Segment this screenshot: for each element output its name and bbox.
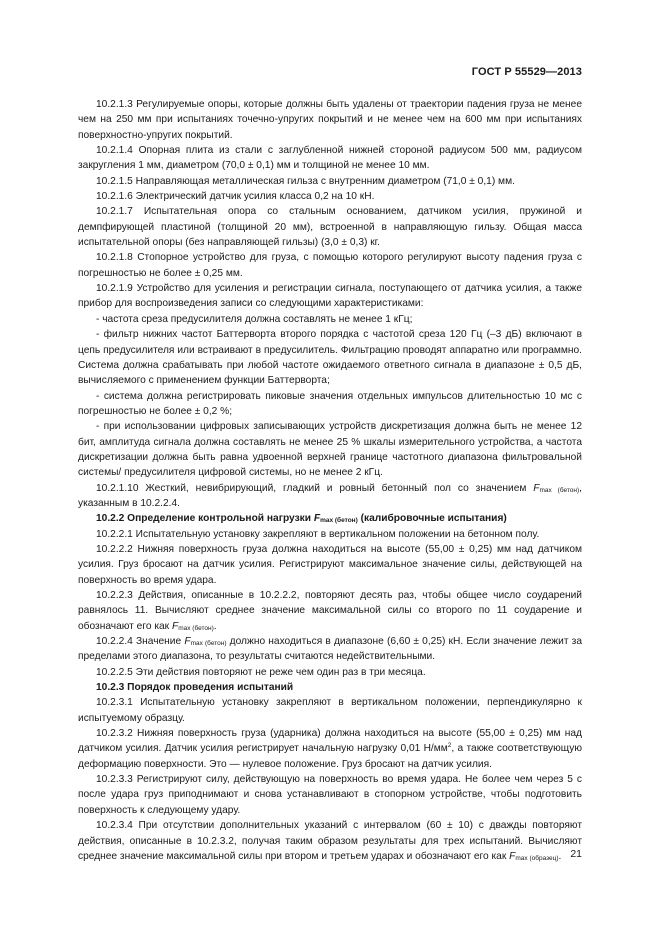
paragraph [78,634,582,665]
paragraph: 10.2.2.1 Испытательную установку закрепляют в вертикальном положении на бетонном полу. [96,528,540,540]
paragraph-text: 10.2.3.4 При отсутствии дополнительных указаний с интервалом (60 ± 10) с дважды повторяют действия, описанные в 10.2.3.2, получая таким образом результаты для трех испытаний. Вычисляют среднее значение максимальной силы при втором и третьем ударах и обозначают его как [78,820,582,862]
paragraph: 10.2.1.7 Испытательная опора со стальным основанием, датчиком усилия, пружиной и демпфирующей пластиной (толщиной 20 мм), встроенной в направляющую гильзу. Общая масса испытательной опоры (без направляющей гильзы) (3,0 ± 0,3) кг. [78,206,582,249]
paragraph [78,481,582,512]
heading-text: (калибровочные испытания) [357,513,507,525]
paragraph [78,818,582,864]
formula-symbol: F [184,636,191,648]
formula-subscript: max (образец) [515,854,559,862]
paragraph: 10.2.2.2 Нижняя поверхность груза должна находиться на высоте (55,00 ± 0,25) мм над датчиком усилия. Груз бросают на датчик усилия. Регистрируют максимальное значение силы, действующей на поверхность во время удара. [78,543,582,586]
paragraph-text: . [213,620,217,632]
document-header: ГОСТ Р 55529—2013 [471,66,582,78]
page-number: 21 [570,848,582,860]
paragraph [78,588,582,634]
formula-superscript: 2 [447,742,452,750]
paragraph: 10.2.1.9 Устройство для усиления и регистрации сигнала, поступающего от датчика усилия, а также прибор для воспроизведения записи со следующими характеристиками: [78,283,582,310]
document-body [78,97,582,864]
paragraph: 10.2.1.3 Регулируемые опоры, которые должны быть удалены от траектории падения груза не менее чем на 250 мм при испытаниях точечно-упругих покрытий и не менее чем на 600 мм при испытаниях поверхностно-упругих покрытий. [78,99,582,141]
section-heading [78,511,582,526]
paragraph: 10.2.1.6 Электрический датчик усилия класса 0,2 на 10 кН. [96,191,375,203]
formula-symbol: F [533,482,540,494]
paragraph-text: 10.2.2.4 Значение [96,636,185,648]
formula-symbol: F [509,850,516,862]
formula-subscript: max (бетон) [178,624,214,632]
paragraph-text: , а также соответствующую деформацию поверхности. Это — нулевое положение. Груз бросают на датчик усилия. [78,743,582,770]
paragraph-text: 10.2.2.3 Действия, описанные в 10.2.2.2, повторяют десять раз, чтобы общее число соударений равнялось 11. Вычисляют среднее значение максимальной силы со второго по 11 соударение и обозначают его как [78,590,582,632]
paragraph: 10.2.3.1 Испытательную установку закрепляют в вертикальном положении, перпендикулярно к испытуемому образцу. [78,697,582,724]
paragraph-text: 10.2.1.10 Жесткий, невибрирующий, гладкий и ровный бетонный пол со значением [96,482,534,494]
list-item: - при использовании цифровых записывающих устройств дискретизация должна быть не менее 12 бит, амплитуда сигнала должна составлять не менее 25 % шкалы измерительного устройства, а частота дискретизации должна быть равна удвоенной верхней границе частотного диапазона фильтровальной системы/ предусилителя цифровой системы, но не менее 2 кГц. [78,421,582,479]
formula-symbol: F [313,513,321,525]
heading-text: 10.2.2 Определение контрольной нагрузки [96,513,314,525]
paragraph: 10.2.2.5 Эти действия повторяют не реже чем один раз в три месяца. [96,666,426,678]
paragraph-text: должно находиться в диапазоне (6,60 ± 0,25) кН. Если значение лежит за пределами этого диапазона, то результаты считаются недействительными. [78,636,582,663]
paragraph-text: . [558,850,562,862]
paragraph: 10.2.1.4 Опорная плита из стали с заглубленной нижней стороной радиусом 500 мм, радиусом закругления 1 мм, диаметром (70,0 ± 0,1) мм и толщиной не менее 10 мм. [78,145,582,172]
formula-subscript: max (бетон) [539,486,580,494]
formula-subscript: max (бетон) [190,640,227,648]
paragraph-text: 10.2.3.2 Нижняя поверхность груза (ударника) должна находиться на высоте (55,00 ± 0,25) мм над датчиком усилия. Датчик усилия регистрирует начальную нагрузку 0,01 Н/мм [78,728,582,755]
section-heading: 10.2.3 Порядок проведения испытаний [96,682,294,694]
list-item: - частота среза предусилителя должна составлять не менее 1 кГц; [96,313,413,325]
formula-symbol: F [171,620,179,632]
paragraph: 10.2.1.8 Стопорное устройство для груза, с помощью которого регулируют высоту падения груза с погрешностью не более ± 0,25 мм. [78,252,582,279]
paragraph: 10.2.1.5 Направляющая металлическая гильза с внутренним диаметром (71,0 ± 0,1) мм. [96,175,515,187]
formula-subscript: max (бетон) [320,517,358,525]
paragraph-text: , указанным в 10.2.2.4. [78,482,582,509]
list-item: - система должна регистрировать пиковые значения отдельных импульсов длительностью 10 мс с погрешностью не более ± 0,2 %; [78,390,582,417]
paragraph [78,726,582,772]
paragraph: 10.2.3.3 Регистрируют силу, действующую на поверхность во время удара. Не более чем через 5 с после удара груз приподнимают и снова устанавливают в стопорном устройстве, чтобы подготовить поверхность к следующему удару. [78,774,582,816]
list-item: - фильтр нижних частот Баттерворта второго порядка с частотой среза 120 Гц (–3 дБ) включают в цепь предусилителя или встраивают в предусилитель. Фильтрацию проводят аппаратно или программно. Система должна срабатывать при любой частоте ожидаемого ответного сигнала в диапазоне ± 0,5 дБ, вычисляемого с применением функции Баттерворта; [78,329,582,387]
